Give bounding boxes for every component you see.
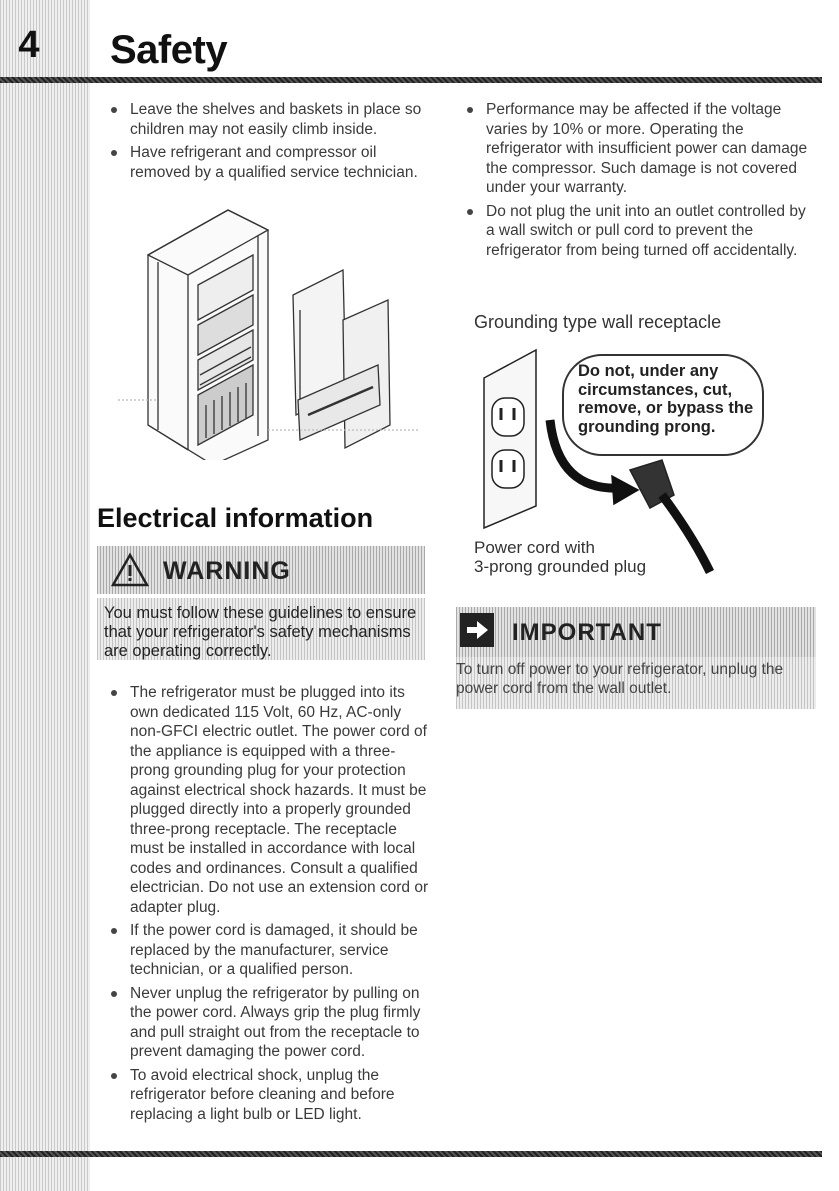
important-box <box>456 657 816 709</box>
caption-line: Power cord with <box>474 538 595 557</box>
list-item <box>104 984 434 1062</box>
page-title: Safety <box>110 28 228 72</box>
list-item <box>104 100 434 139</box>
important-label: IMPORTANT <box>512 619 662 646</box>
grounding-illustration <box>462 310 812 590</box>
list-item <box>104 143 434 182</box>
refrigerator-illustration <box>118 200 423 460</box>
warning-triangle-icon <box>111 552 149 588</box>
bullet-icon <box>111 1073 117 1079</box>
list-item-text: Leave the shelves and baskets in place so children may not easily climb inside. <box>130 101 422 138</box>
important-header <box>456 607 816 657</box>
bullet-icon <box>111 690 117 696</box>
important-text: To turn off power to your refrigerator, unplug the power cord from the wall outlet. <box>456 661 784 697</box>
bottom-pattern-strip <box>0 1166 90 1191</box>
warning-header <box>97 546 425 594</box>
list-item <box>104 1066 434 1125</box>
electrical-heading: Electrical information <box>97 503 374 533</box>
refrigerator-drawing <box>118 200 423 460</box>
list-item <box>460 100 810 198</box>
electrical-bullet-list <box>104 683 434 1128</box>
top-left-bullet-list <box>104 100 434 186</box>
grounding-caption <box>474 538 674 576</box>
top-divider <box>0 77 822 83</box>
list-item-text: Have refrigerant and compressor oil removed by a qualified service technician. <box>130 144 418 181</box>
list-item-text: The refrigerator must be plugged into its own dedicated 115 Volt, 60 Hz, AC-only non-GFCI electric outlet. The power cord of the appliance is equipped with a three-prong grounding plug for your protection against electrical shock hazards. It must be plugged directly into a properly grounded three-prong receptacle. The receptacle must be installed in accordance with local codes and ordinances. Consult a qualified electrician. Do not use an extension cord or adapter plug. <box>130 684 429 916</box>
bullet-icon <box>467 107 473 113</box>
list-item <box>460 202 810 261</box>
bullet-icon <box>111 107 117 113</box>
bullet-icon <box>111 991 117 997</box>
grounding-callout <box>562 354 764 456</box>
list-item-text: Never unplug the refrigerator by pulling on the power cord. Always grip the plug firmly and pull straight out from the receptacle to prevent damaging the power cord. <box>130 984 421 1060</box>
grounding-title: Grounding type wall receptacle <box>474 312 722 332</box>
page-number: 4 <box>18 24 40 66</box>
bullet-icon <box>111 928 117 934</box>
warning-text: You must follow these guidelines to ensure that your refrigerator's safety mechanisms are operating correctly. <box>104 604 417 660</box>
bottom-divider <box>0 1151 822 1157</box>
list-item-text: To avoid electrical shock, unplug the refrigerator before cleaning and before replacing a light bulb or LED light. <box>130 1066 395 1123</box>
list-item-text: If the power cord is damaged, it should be replaced by the manufacturer, service technician, or a qualified person. <box>130 922 418 978</box>
caption-line: 3-prong grounded plug <box>474 557 647 576</box>
bullet-icon <box>467 209 473 215</box>
warning-box <box>97 598 425 660</box>
arrow-right-icon <box>460 613 494 647</box>
callout-text: Do not, under any circumstances, cut, remove, or bypass the grounding prong. <box>578 362 754 436</box>
top-right-bullet-list <box>460 100 810 264</box>
list-item-text: Performance may be affected if the voltage varies by 10% or more. Operating the refrigerator with insufficient power can damage the compressor. Such damage is not covered under your warranty. <box>486 101 808 196</box>
bullet-icon <box>111 150 117 156</box>
list-item <box>104 921 434 980</box>
warning-label: WARNING <box>163 557 291 585</box>
list-item-text: Do not plug the unit into an outlet controlled by a wall switch or pull cord to prevent the refrigerator from being turned off accidentally. <box>486 202 806 259</box>
side-pattern-strip <box>0 0 90 1191</box>
list-item <box>104 683 434 917</box>
